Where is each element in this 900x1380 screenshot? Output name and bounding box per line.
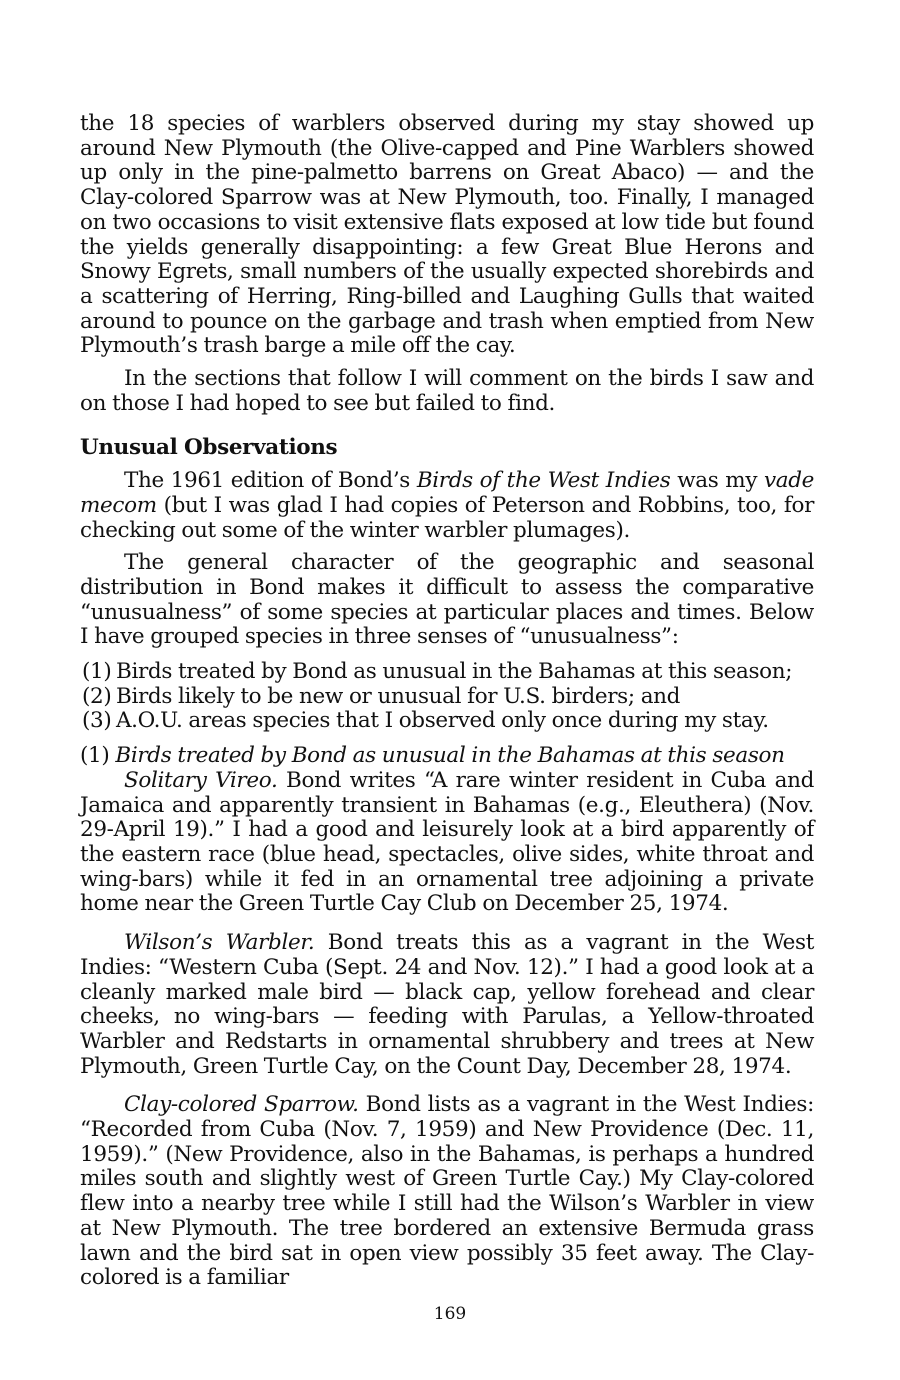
book-title: Birds of the West Indies [416, 468, 671, 494]
paragraph-intro: the 18 species of warblers observed during my stay showed up around New Plymouth (the Olive-capped and Pine Warblers showed up only in the pine-palmetto barrens on Great Abaco) — and the Clay-colored Sparrow was at New Plymouth, too. Finally, I managed on two occasions to visit extensive flats exposed at low tide but found the yields generally disappointing: a few Great Blue Herons and Snowy Egrets, small numbers of the usually expected shorebirds and a scattering of Herring, Ring-billed and Laughing Gulls that waited around to pounce on the garbage and trash when emptied from New Plymouth’s trash barge a mile off the cay. [80, 111, 814, 359]
species-text: Bond writes “A rare winter resident in Cuba and Jamaica and apparently transient in Bahamas (e.g., Eleuthera) (Nov. 29-April 19).” I had a good and leisurely look at a bird apparently of the eastern race (blue head, spectacles, olive sides, white throat and wing-bars) while it fed in an ornamental tree adjoining a private home near the Green Turtle Cay Club on December 25, 1974. [80, 767, 814, 917]
species-text: Bond lists as a vagrant in the West Indies: “Recorded from Cuba (Nov. 7, 1959) and New Providence (Dec. 11, 1959).” (New Providence, also in the Bahamas, is perhaps a hundred miles south and slightly west of Green Turtle Cay.) My Clay-colored flew into a nearby tree while I still had the Wilson’s Warbler in view at New Plymouth. The tree bordered an extensive Bermuda grass lawn and the bird sat in open view possibly 35 feet away. The Clay-colored is a familiar [80, 1092, 814, 1291]
list-item-text: Birds treated by Bond as unusual in the Bahamas at this season; [116, 659, 793, 685]
species-text: Bond treats this as a vagrant in the West Indies: “Western Cuba (Sept. 24 and Nov. 12).” I had a good look at a cleanly marked male bird — black cap, yellow forehead and clear cheeks, no wing-bars — feeding with Parulas, a Yellow-throated Warbler and Redstarts in ornamental shrubbery and trees at New Plymouth, Green Turtle Cay, on the Count Day, December 28, 1974. [80, 930, 814, 1079]
list-item [80, 685, 814, 710]
subsection-heading [80, 744, 814, 769]
page-body [80, 112, 814, 1291]
list-item-text: A.O.U. areas species that I observed only once during my stay. [116, 708, 769, 734]
list-item-number: (2) [82, 683, 112, 709]
category-list [80, 660, 814, 734]
species-entry-clay-colored-sparrow [80, 1093, 814, 1291]
list-item-number: (3) [82, 708, 112, 734]
species-entry-solitary-vireo [80, 769, 814, 917]
list-item-number: (1) [82, 659, 112, 685]
latin-phrase: vade mecom [80, 468, 814, 518]
species-name: Solitary Vireo. [124, 767, 278, 793]
paragraph-unusualness: The general character of the geographic and seasonal distribution in Bond makes it difficult to assess the comparative “unusualness” of some species at particular places and times. Below I have grouped species in three senses of “unusualness”: [80, 550, 814, 650]
species-entry-wilsons-warbler [80, 931, 814, 1079]
text-run: (but I was glad I had copies of Peterson and Robbins, too, for checking out some of the winter warbler plumages). [80, 492, 814, 543]
species-name: Wilson’s Warbler. [124, 930, 315, 956]
text-run: The 1961 edition of Bond’s [124, 468, 417, 494]
section-heading: Unusual Observations [80, 435, 338, 461]
subsection-number: (1) [80, 743, 110, 769]
text-run: was my [670, 468, 764, 494]
subsection-title: Birds treated by Bond as unusual in the Bahamas at this season [115, 743, 785, 769]
list-item-text: Birds likely to be new or unusual for U.S. birders; and [116, 683, 681, 709]
paragraph-bond-edition [80, 469, 814, 543]
page-number: 169 [433, 1304, 467, 1324]
list-item [80, 709, 814, 734]
list-item [80, 660, 814, 685]
species-name: Clay-colored Sparrow. [124, 1092, 359, 1118]
paragraph-sections-note: In the sections that follow I will comment on the birds I saw and on those I had hoped to see but failed to find. [80, 366, 814, 416]
